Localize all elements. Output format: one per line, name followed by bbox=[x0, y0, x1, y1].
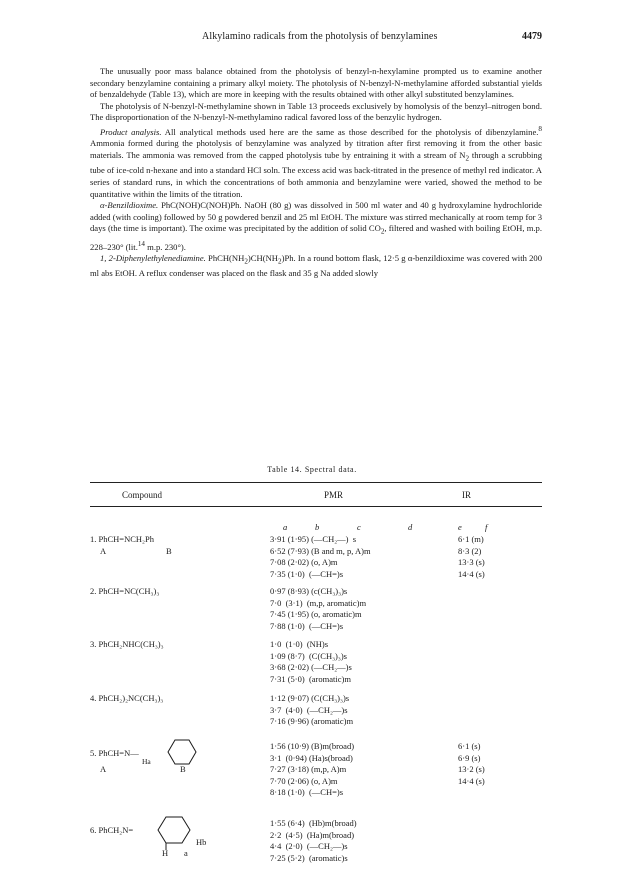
paragraph-3-text-a: All analytical methods used here are the same as those described for the photolysis of dibenzylamine. bbox=[161, 126, 539, 137]
subscript-2: 2 bbox=[278, 257, 282, 266]
pmr-line: 7·45 (1·95) (o, aromatic)m bbox=[270, 609, 362, 620]
compound-3: 3. PhCH₂NHC(CH₃)₃ bbox=[90, 639, 164, 649]
table-top-rule bbox=[90, 482, 542, 483]
pmr-line: 3·1 (0·94) (Ha)s(broad) bbox=[270, 752, 353, 763]
paragraph-3 bbox=[90, 124, 542, 200]
compound-5-label-ha: Ha bbox=[142, 757, 151, 766]
pmr-line: 7·08 (2·02) (o, A)m bbox=[270, 557, 338, 568]
running-title: Alkylamino radicals from the photolysis of benzylamines bbox=[202, 31, 438, 42]
paragraph-3-text-b: Ammonia formed during the photolysis of benzylamine was analyzed by titration after first removing it from the other basic materials. The ammonia was removed from the capped photolysis tube by entraining it with a stream of N bbox=[90, 138, 542, 161]
compound-2: 2. PhCH=NC(CH₃)₃ bbox=[90, 586, 160, 596]
pmr-line: 7·0 (3·1) (m,p, aromatic)m bbox=[270, 597, 367, 608]
pmr-line: 7·31 (5·0) (aromatic)m bbox=[270, 673, 351, 684]
pmr-line: 7·35 (1·0) (—CH=)s bbox=[270, 568, 344, 579]
pmr-line: 7·27 (3·18) (m,p, A)m bbox=[270, 764, 347, 775]
pmr-line: 1·09 (8·7) (C(CH₃)₃)s bbox=[270, 650, 347, 661]
pmr-line: 1·0 (1·0) (NH)s bbox=[270, 639, 329, 649]
compound-1-label-b: B bbox=[166, 546, 172, 556]
pmr-line: 1·12 (9·07) (C(CH₃)₃)s bbox=[270, 693, 350, 703]
pmr-line: 2·2 (4·5) (Ha)m(broad) bbox=[270, 829, 355, 840]
compound-1: 1. PhCH=NCH₂Ph bbox=[90, 534, 154, 544]
ir-line: 13·3 (s) bbox=[458, 557, 485, 568]
column-header-ir: IR bbox=[462, 490, 471, 500]
paragraph-3-text-c: through a scrubbing tube of ice-cold n-hexane and into a standard HCl soln. The excess acid was back-titrated in the presence of methyl red indicator. A series of standard runs, in which the concentrations of both ammonia and benzylamine were varied, showed the method to be quantitative within the limits of the titration. bbox=[90, 150, 543, 199]
compound-5-label-b: B bbox=[180, 764, 186, 774]
table-caption: Table 14. Spectral data. bbox=[267, 465, 357, 474]
pmr-line: 7·88 (1·0) (—CH=)s bbox=[270, 620, 344, 631]
paragraph-5-text-c: )Ph. In a round bottom flask, 12·5 g α-benzildioxime was covered with 200 ml abs EtOH. A reflux condenser was placed on the flask and 35 g Na added slowly bbox=[90, 253, 543, 279]
compound-6: 6. PhCH₂N= bbox=[90, 825, 134, 835]
compound-6-label-a: a bbox=[184, 848, 188, 858]
paragraph-4-text-a: PhC(NOH)C(NOH)Ph. NaOH (80 g) was dissolved in 500 ml water and 40 g hydroxylamine hydrochloride added (with cooling) followed by 50 g powdered benzil and 25 ml EtOH. The mixture was stirred mechanically at room temp for 3 days (the time is important). The oxime was precipitated by the addition of solid CO bbox=[90, 200, 542, 234]
compound-1-label-a: A bbox=[100, 546, 107, 556]
ir-line: 13·2 (s) bbox=[458, 764, 485, 775]
column-header-pmr: PMR bbox=[324, 490, 344, 500]
pmr-line: 6·52 (7·93) (B and m, p, A)m bbox=[270, 545, 371, 556]
benzildioxime-heading: α-Benzildioxime. bbox=[100, 200, 159, 211]
paragraph-5-text-b: )CH(NH bbox=[247, 253, 278, 264]
reference-8: 8 bbox=[538, 124, 542, 133]
compound-6-label-h: H bbox=[162, 848, 169, 858]
paragraph-2: The photolysis of N-benzyl-N-methylamine shown in Table 13 proceeds exclusively by homolysis of the benzyl–nitrogen bond. The disproportionation of the N-benzyl-N-methylamino radical favored loss of the benzylic hydrogen. bbox=[90, 100, 542, 123]
pmr-line: 3·7 (4·0) (—CH₂—)s bbox=[270, 704, 348, 715]
paragraph-5-text-a: PhCH(NH bbox=[205, 253, 245, 264]
pmr-line: 7·25 (5·2) (aromatic)s bbox=[270, 852, 348, 863]
subscript-2: 2 bbox=[380, 228, 385, 237]
paragraph-1: The unusually poor mass balance obtained from the photolysis of benzyl-n-hexylamine prompted us to examine another secondary benzylamine containing a primary alkyl moiety. The photolysis of N-benzyl-N-methylamine afforded substantial yields of benzaldehyde (Table 13), which are more in keeping with the results obtained with other alkyl substituted benzylamines. bbox=[90, 66, 542, 100]
ir-letter-f: f bbox=[485, 522, 488, 532]
body-text bbox=[90, 66, 542, 280]
pmr-line: 8·18 (1·0) (—CH=)s bbox=[270, 787, 344, 798]
subscript-2: 2 bbox=[244, 257, 248, 266]
table-header-rule bbox=[90, 506, 542, 507]
ir-line: 14·4 (s) bbox=[458, 568, 485, 579]
pmr-line: 7·70 (2·06) (o, A)m bbox=[270, 775, 338, 786]
compound-5-label-a: A bbox=[100, 764, 107, 774]
ir-line: 6·1 (m) bbox=[458, 534, 484, 544]
subscript-2: 2 bbox=[465, 154, 470, 163]
page-number: 4479 bbox=[522, 31, 542, 42]
pmr-line: 1·56 (10·9) (B)m(broad) bbox=[270, 741, 355, 751]
pmr-letter-c: c bbox=[357, 522, 361, 532]
paragraph-4-text-b: , filtered and washed with boiling EtOH, m.p. 228–230° (lit. bbox=[90, 223, 542, 252]
reference-14: 14 bbox=[137, 239, 145, 248]
compound-5: 5. PhCH=N— bbox=[90, 748, 139, 758]
pmr-line: 3·68 (2·02) (—CH₂—)s bbox=[270, 662, 352, 673]
ir-line: 8·3 (2) bbox=[458, 545, 482, 556]
ir-line: 14·4 (s) bbox=[458, 775, 485, 786]
diamine-heading: 1, 2-Diphenylethylenediamine. bbox=[100, 253, 206, 264]
ir-line: 6·1 (s) bbox=[458, 741, 481, 751]
cyclohexane-ring bbox=[150, 808, 198, 852]
pmr-letter-d: d bbox=[408, 522, 413, 532]
product-analysis-heading: Product analysis. bbox=[100, 126, 162, 137]
pmr-line: 0·97 (8·93) (c(CH₃)₃)s bbox=[270, 586, 348, 596]
pmr-line: 4·4 (2·0) (—CH₂—)s bbox=[270, 841, 348, 852]
paragraph-5 bbox=[90, 253, 542, 280]
pmr-line: 7·16 (9·96) (aromatic)m bbox=[270, 716, 354, 727]
pmr-line: 1·55 (6·4) (Hb)m(broad) bbox=[270, 818, 357, 828]
compound-6-label-hb: Hb bbox=[196, 837, 207, 847]
compound-4: 4. PhCH₂)₂NC(CH₃)₃ bbox=[90, 693, 164, 703]
pmr-letter-b: b bbox=[315, 522, 320, 532]
ir-letter-e: e bbox=[458, 522, 462, 532]
pmr-line: 3·91 (1·95) (—CH₂—) s bbox=[270, 534, 357, 544]
pmr-letter-a: a bbox=[283, 522, 288, 532]
column-header-compound: Compound bbox=[122, 490, 163, 500]
paragraph-4 bbox=[90, 200, 542, 253]
ir-line: 6·9 (s) bbox=[458, 752, 481, 763]
paragraph-4-text-c: m.p. 230°). bbox=[145, 241, 186, 252]
